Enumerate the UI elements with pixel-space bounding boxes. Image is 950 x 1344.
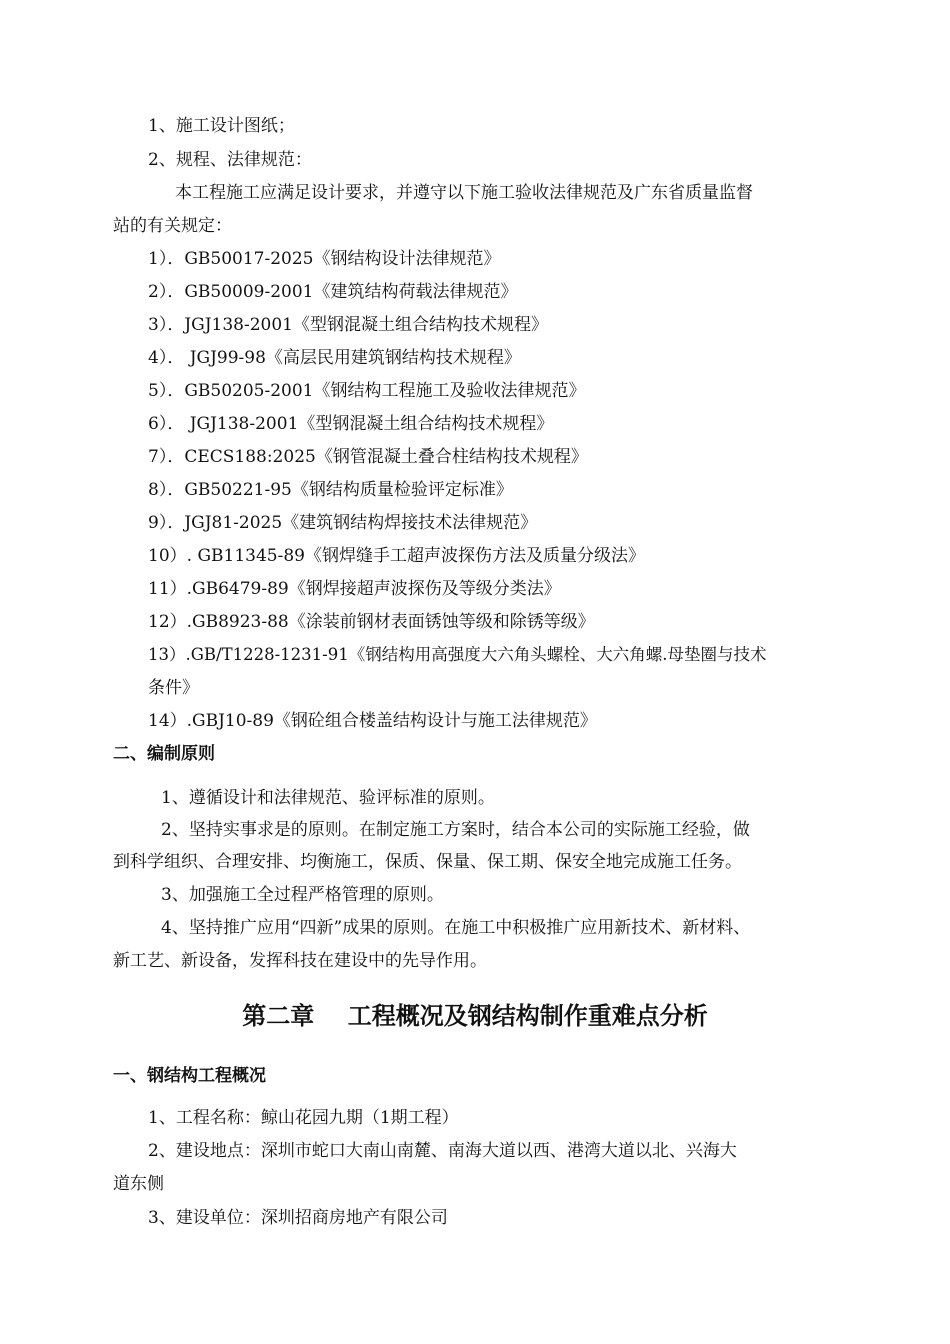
- standard-item: 11）.GB6479-89《钢焊接超声波探伤及等级分类法》: [148, 579, 561, 599]
- standard-item: 6）． JGJ138-2001《型钢混凝土组合结构技术规程》: [148, 414, 554, 434]
- standard-item: 10）. GB11345-89《钢焊缝手工超声波探伤方法及质量分级法》: [148, 546, 645, 566]
- standard-item: 13）.GB/T1228-1231-91《钢结构用高强度大六角头螺栓、大六角螺.母垫圈与技术: [148, 645, 767, 664]
- overview-owner: 3、建设单位：深圳招商房地产有限公司: [148, 1208, 448, 1228]
- chapter-title: 第二章 工程概况及钢结构制作重难点分析: [242, 1002, 708, 1030]
- standard-item: 8）．GB50221-95《钢结构质量检验评定标准》: [148, 480, 513, 500]
- principle-4-line1: 4、坚持推广应用“四新”成果的原则。在施工中积极推广应用新技术、新材料、: [161, 918, 751, 938]
- standard-item: 4）． JGJ99-98《高层民用建筑钢结构技术规程》: [148, 348, 521, 368]
- principle-3: 3、加强施工全过程严格管理的原则。: [161, 885, 444, 905]
- standard-item: 7）．CECS188:2025《钢管混凝土叠合柱结构技术规程》: [148, 447, 588, 467]
- principle-2-line2: 到科学组织、合理安排、均衡施工，保质、保量、保工期、保安全地完成施工任务。: [113, 852, 742, 872]
- principle-1: 1、遵循设计和法律规范、验评标准的原则。: [161, 788, 495, 808]
- standard-item-continued: 条件》: [148, 678, 199, 698]
- section-heading-principles: 二、编制原则: [113, 744, 215, 764]
- basis-item-codes: 2、规程、法律规范：: [148, 150, 312, 170]
- standard-item: 1）．GB50017-2025《钢结构设计法律规范》: [148, 249, 501, 269]
- section-heading-overview: 一、钢结构工程概况: [113, 1066, 266, 1086]
- basis-intro-line1: 本工程施工应满足设计要求，并遵守以下施工验收法律规范及广东省质量监督: [175, 183, 753, 203]
- standard-item: 12）.GB8923-88《涂装前钢材表面锈蚀等级和除锈等级》: [148, 612, 595, 632]
- standard-item: 5）．GB50205-2001《钢结构工程施工及验收法律规范》: [148, 381, 586, 401]
- standard-item: 9）．JGJ81-2025《建筑钢结构焊接技术法律规范》: [148, 513, 538, 533]
- overview-location-line2: 道东侧: [113, 1174, 164, 1194]
- principle-2-line1: 2、坚持实事求是的原则。在制定施工方案时，结合本公司的实际施工经验，做: [161, 820, 750, 840]
- standard-item: 14）.GBJ10-89《钢砼组合楼盖结构设计与施工法律规范》: [148, 711, 597, 731]
- standard-item: 3）．JGJ138-2001《型钢混凝土组合结构技术规程》: [148, 315, 548, 335]
- basis-item-drawings: 1、施工设计图纸；: [148, 116, 295, 136]
- standard-item: 2）．GB50009-2001《建筑结构荷载法律规范》: [148, 282, 518, 302]
- principle-4-line2: 新工艺、新设备，发挥科技在建设中的先导作用。: [113, 951, 487, 971]
- basis-intro-line2: 站的有关规定：: [113, 216, 232, 236]
- overview-location-line1: 2、建设地点：深圳市蛇口大南山南麓、南海大道以西、港湾大道以北、兴海大: [148, 1141, 737, 1161]
- overview-project-name: 1、工程名称：鲸山花园九期（1期工程）: [148, 1108, 459, 1128]
